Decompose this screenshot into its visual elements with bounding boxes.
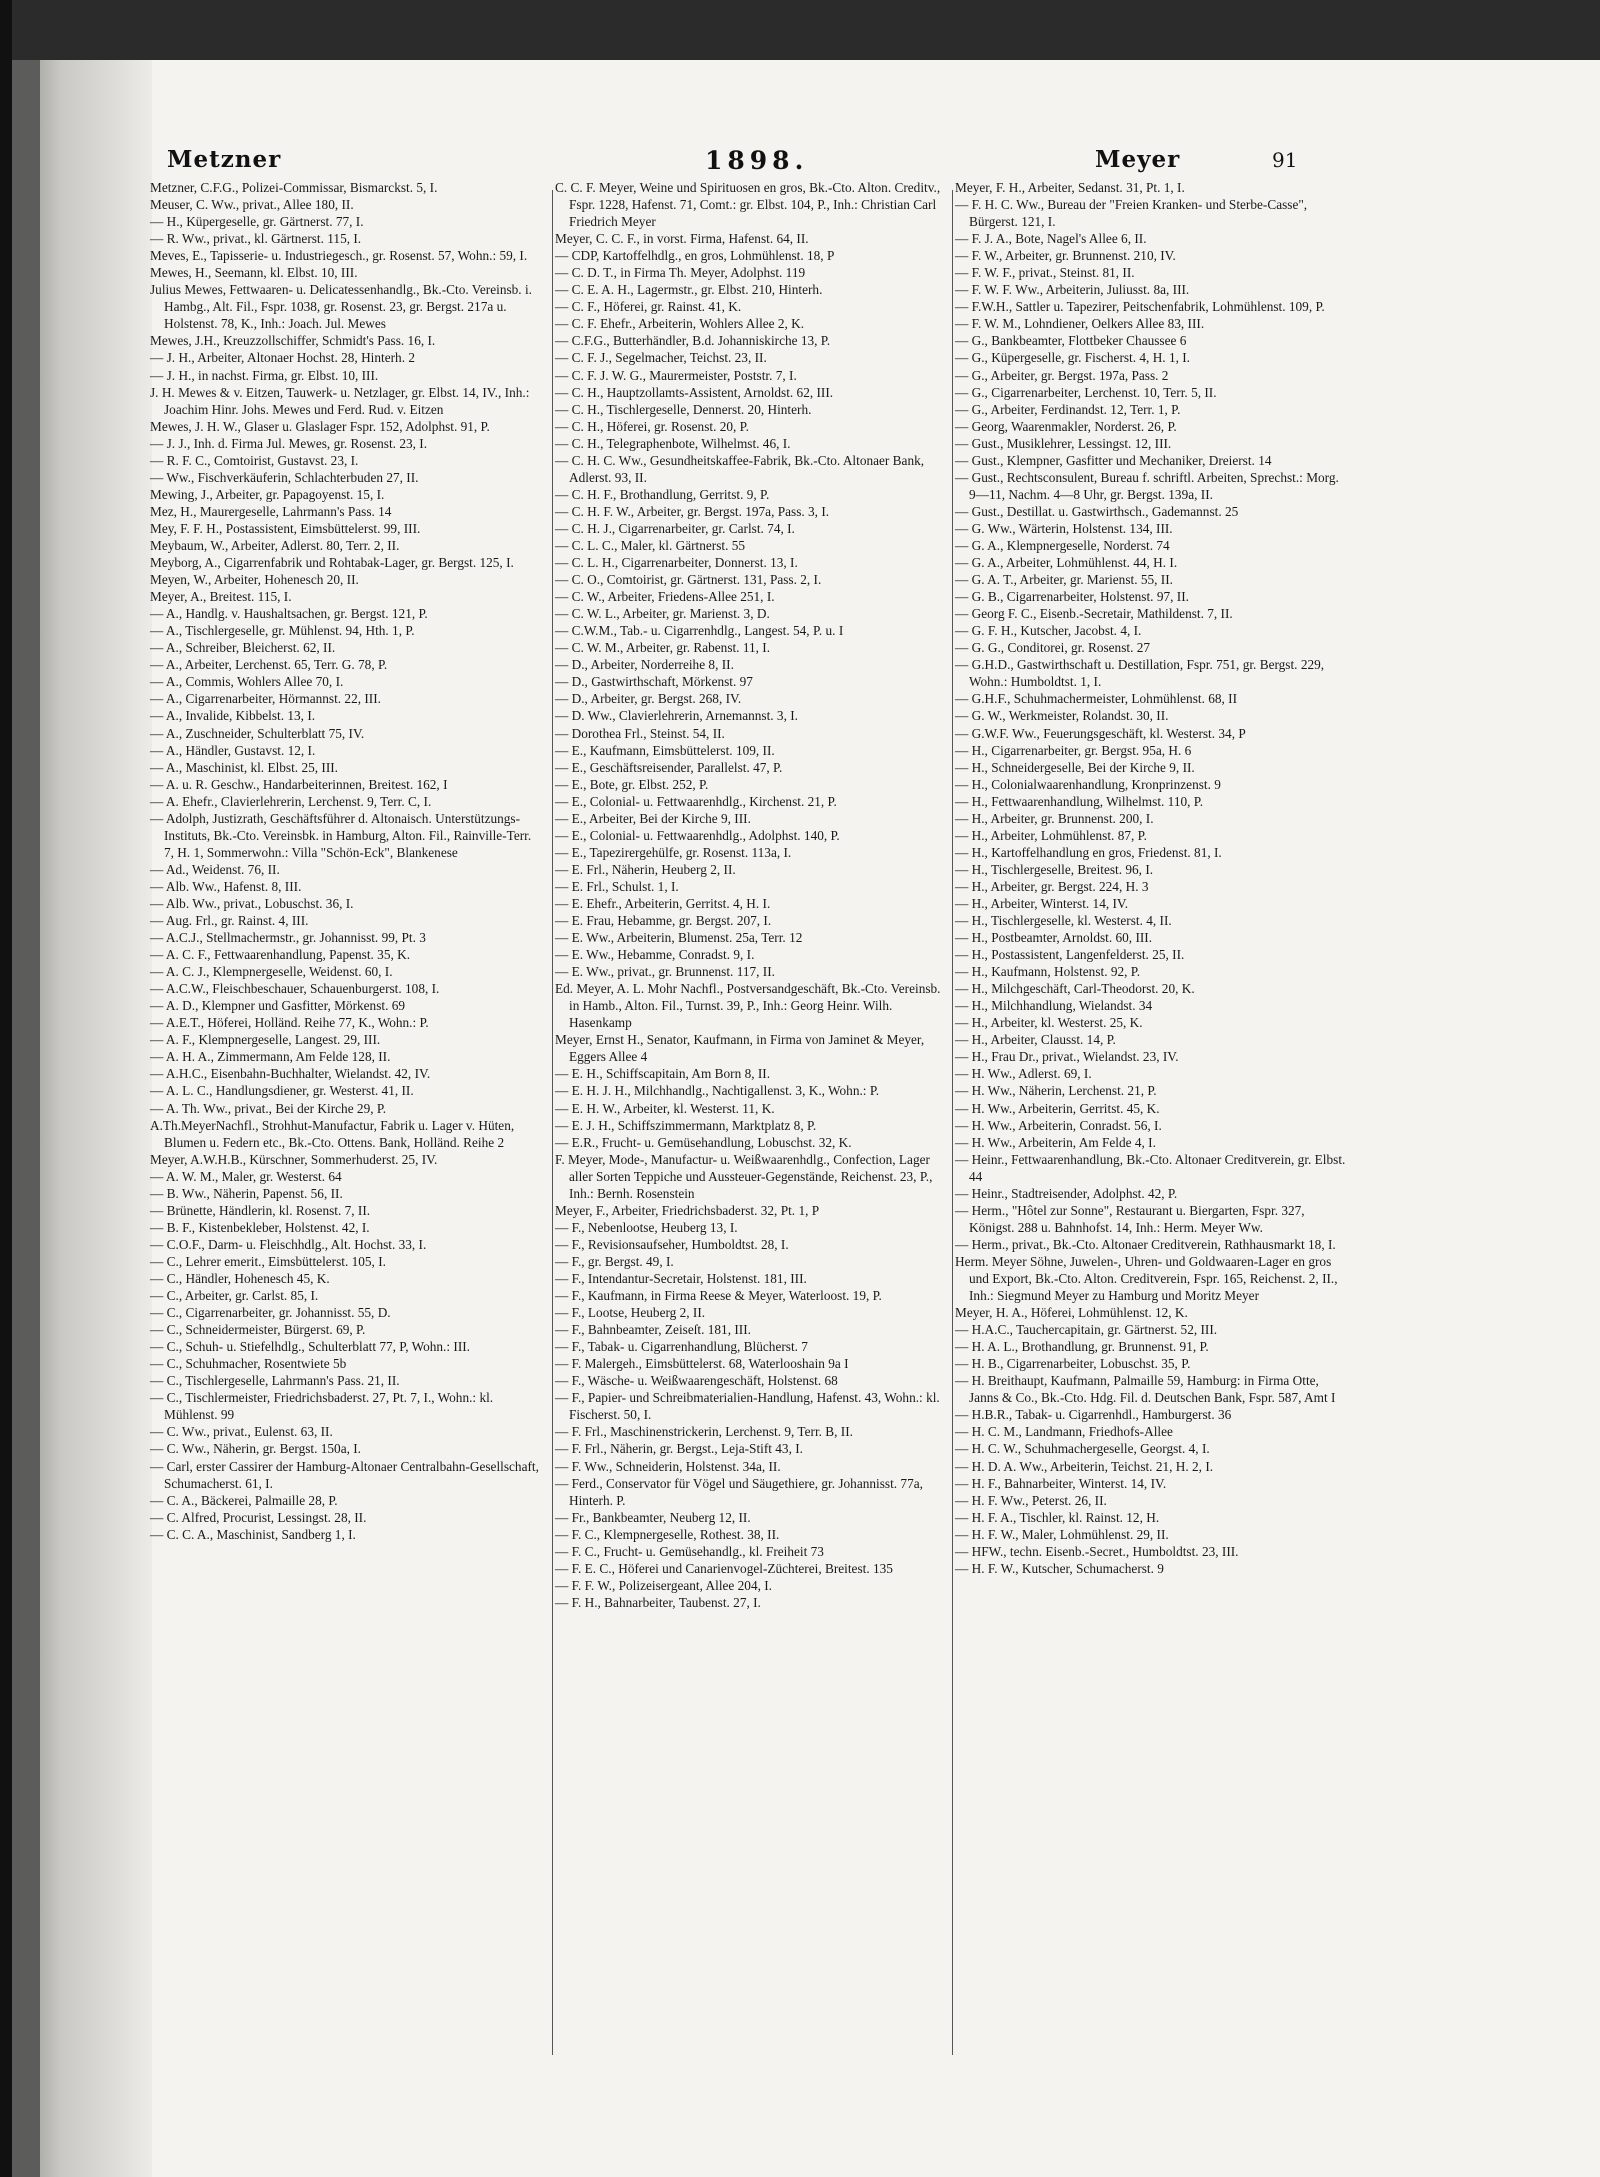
directory-entry: — B. Ww., Näherin, Papenst. 56, II. <box>150 1185 343 1201</box>
directory-entry: A.Th.MeyerNachfl., Strohhut-Manufactur, Fabrik u. Lager v. Hüten, Blumen u. Federn etc., Bk.-Cto. Ottens. Bank, Holländ. Reihe 2 <box>150 1117 515 1150</box>
directory-entry: — F., Papier- und Schreibmaterialien-Handlung, Hafenst. 43, Wohn.: kl. Fischerst. 50, I. <box>555 1390 940 1423</box>
directory-entry: Mey, F. F. H., Postassistent, Eimsbüttelerst. 99, III. <box>150 520 421 536</box>
directory-entry: — H. C. M., Landmann, Friedhofs-Allee <box>955 1424 1173 1440</box>
directory-entry: — C., Cigarrenarbeiter, gr. Johannisst. 55, D. <box>150 1305 391 1321</box>
directory-entry: — C. F. J. W. G., Maurermeister, Poststr. 7, I. <box>555 367 797 383</box>
directory-entry: Meyer, A., Breitest. 115, I. <box>150 589 292 605</box>
directory-entry: — G. W., Werkmeister, Rolandst. 30, II. <box>955 708 1169 724</box>
directory-entry: — E. Ww., Hebamme, Conradst. 9, I. <box>555 947 755 963</box>
directory-entry: — Aug. Frl., gr. Rainst. 4, III. <box>150 913 309 929</box>
directory-entry: — G. F. H., Kutscher, Jacobst. 4, I. <box>955 623 1142 639</box>
directory-entry: Mewes, J.H., Kreuzzollschiffer, Schmidt's Pass. 16, I. <box>150 333 436 349</box>
directory-entry: Meyer, Ernst H., Senator, Kaufmann, in Firma von Jaminet & Meyer, Eggers Allee 4 <box>555 1032 925 1065</box>
directory-entry: — J. H., Arbeiter, Altonaer Hochst. 28, Hinterh. 2 <box>150 350 415 366</box>
directory-entry: — H.B.R., Tabak- u. Cigarrenhdl., Hamburgerst. 36 <box>955 1407 1232 1423</box>
directory-entry: Meyer, F. H., Arbeiter, Sedanst. 31, Pt. 1, I. <box>955 180 1185 195</box>
directory-entry: — G., Arbeiter, Ferdinandst. 12, Terr. 1, P. <box>955 401 1181 417</box>
directory-entry: — A. H. A., Zimmermann, Am Felde 128, II. <box>150 1049 391 1065</box>
directory-entry: — G. B., Cigarrenarbeiter, Holstenst. 97, II. <box>955 589 1189 605</box>
directory-entry: — A.C.J., Stellmachermstr., gr. Johannisst. 99, Pt. 3 <box>150 930 426 946</box>
directory-entry: — F. Frl., Maschinenstrickerin, Lerchenst. 9, Terr. B, II. <box>555 1424 853 1440</box>
directory-entry: — E.R., Frucht- u. Gemüsehandlung, Lobuschst. 32, K. <box>555 1134 852 1150</box>
directory-entry: — F., gr. Bergst. 49, I. <box>555 1253 674 1269</box>
directory-entry: — H., Frau Dr., privat., Wielandst. 23, IV. <box>955 1049 1179 1065</box>
directory-entry: — A. W. M., Maler, gr. Westerst. 64 <box>150 1168 342 1184</box>
header-right-keyword: Meyer <box>1095 146 1181 173</box>
page-edge <box>12 60 40 2177</box>
directory-entry: Meves, E., Tapisserie- u. Industriegesch., gr. Rosenst. 57, Wohn.: 59, I. <box>150 248 528 264</box>
directory-entry: — H., Postassistent, Langenfelderst. 25, II. <box>955 947 1185 963</box>
directory-entry: Meyer, H. A., Höferei, Lohmühlenst. 12, K. <box>955 1305 1188 1321</box>
directory-entry: — C. Alfred, Procurist, Lessingst. 28, II. <box>150 1509 367 1525</box>
directory-entry: — H., Milchhandlung, Wielandst. 34 <box>955 998 1153 1014</box>
directory-entry: — H. F., Bahnarbeiter, Winterst. 14, IV. <box>955 1475 1167 1491</box>
directory-entry: — H., Schneidergeselle, Bei der Kirche 9, II. <box>955 759 1195 775</box>
directory-entry: — G., Bankbeamter, Flottbeker Chaussee 6 <box>955 333 1187 349</box>
directory-entry: — C.O.F., Darm- u. Fleischhdlg., Alt. Hochst. 33, I. <box>150 1236 427 1252</box>
directory-entry: — C., Schuhmacher, Rosentwiete 5b <box>150 1356 347 1372</box>
directory-entry: — F. C., Frucht- u. Gemüsehandlg., kl. Freiheit 73 <box>555 1543 824 1559</box>
directory-entry: — H., Colonialwaarenhandlung, Kronprinzenst. 9 <box>955 776 1221 792</box>
directory-entry: — H. A. L., Brothandlung, gr. Brunnenst. 91, P. <box>955 1339 1209 1355</box>
directory-entry: — E. Frau, Hebamme, gr. Bergst. 207, I. <box>555 913 772 929</box>
directory-entry: — G. Ww., Wärterin, Holstenst. 134, III. <box>955 520 1173 536</box>
directory-entry: — H. F. Ww., Peterst. 26, II. <box>955 1492 1107 1508</box>
directory-entry: — A. F., Klempnergeselle, Langest. 29, III. <box>150 1032 381 1048</box>
directory-entry: — C. W., Arbeiter, Friedens-Allee 251, I. <box>555 589 775 605</box>
directory-entry: — Georg, Waarenmakler, Norderst. 26, P. <box>955 418 1177 434</box>
directory-entry: — C. L. C., Maler, kl. Gärtnerst. 55 <box>555 537 746 553</box>
directory-entry: — E. H., Schiffscapitain, Am Born 8, II. <box>555 1066 771 1082</box>
directory-entry: — H., Arbeiter, Clausst. 14, P. <box>955 1032 1116 1048</box>
directory-entry: — H., Kartoffelhandlung en gros, Friedenst. 81, I. <box>955 844 1222 860</box>
directory-entry: — A.E.T., Höferei, Holländ. Reihe 77, K., Wohn.: P. <box>150 1015 429 1031</box>
directory-entry: — A., Arbeiter, Lerchenst. 65, Terr. G. 78, P. <box>150 657 388 673</box>
directory-entry: — H., Küpergeselle, gr. Gärtnerst. 77, I. <box>150 214 364 230</box>
directory-entry: — F., Kaufmann, in Firma Reese & Meyer, Waterloost. 19, P. <box>555 1288 882 1304</box>
column-rule <box>952 190 953 2055</box>
directory-entry: — A., Commis, Wohlers Allee 70, I. <box>150 674 344 690</box>
directory-entry: Mewing, J., Arbeiter, gr. Papagoyenst. 15, I. <box>150 486 385 502</box>
directory-column-3 <box>955 179 1347 1577</box>
directory-entry: — C., Schuh- u. Stiefelhdlg., Schulterblatt 77, P, Wohn.: III. <box>150 1339 471 1355</box>
directory-entry: — J. J., Inh. d. Firma Jul. Mewes, gr. Rosenst. 23, I. <box>150 435 428 451</box>
directory-entry: — G. A., Arbeiter, Lohmühlenst. 44, H. I. <box>955 555 1178 571</box>
directory-entry: — H. Ww., Arbeiterin, Conradst. 56, I. <box>955 1117 1162 1133</box>
directory-entry: — C., Lehrer emerit., Eimsbüttelerst. 105, I. <box>150 1253 386 1269</box>
running-header <box>145 146 1350 180</box>
directory-entry: — F.W.H., Sattler u. Tapezirer, Peitschenfabrik, Lohmühlenst. 109, P. <box>955 299 1325 315</box>
directory-entry: — D. Ww., Clavierlehrerin, Arnemannst. 3, I. <box>555 708 798 724</box>
directory-entry: Meyer, F., Arbeiter, Friedrichsbaderst. 32, Pt. 1, P <box>555 1202 820 1218</box>
directory-entry: — H. C. W., Schuhmachergeselle, Georgst. 4, I. <box>955 1441 1210 1457</box>
directory-entry: — C., Schneidermeister, Bürgerst. 69, P. <box>150 1322 366 1338</box>
directory-entry: — F., Tabak- u. Cigarrenhandlung, Blücherst. 7 <box>555 1339 808 1355</box>
directory-entry: — Dorothea Frl., Steinst. 54, II. <box>555 725 725 741</box>
directory-entry: — G. A., Klempnergeselle, Norderst. 74 <box>955 537 1170 553</box>
directory-entry: — C. H. F. W., Arbeiter, gr. Bergst. 197a, Pass. 3, I. <box>555 503 830 519</box>
directory-entry: — A., Zuschneider, Schulterblatt 75, IV. <box>150 725 365 741</box>
directory-entry: — H., Arbeiter, gr. Brunnenst. 200, I. <box>955 810 1154 826</box>
directory-entry: — F. H. C. Ww., Bureau der "Freien Kranken- und Sterbe-Casse", Bürgerst. 121, I. <box>955 197 1308 230</box>
directory-entry: — C.F.G., Butterhändler, B.d. Johanniskirche 13, P. <box>555 333 831 349</box>
directory-entry: — E., Bote, gr. Elbst. 252, P. <box>555 776 709 792</box>
directory-entry: — C. D. T., in Firma Th. Meyer, Adolphst. 119 <box>555 265 806 281</box>
directory-entry: — C. Ww., privat., Eulenst. 63, II. <box>150 1424 333 1440</box>
directory-entry: — E. Frl., Schulst. 1, I. <box>555 878 679 894</box>
directory-entry: — A., Händler, Gustavst. 12, I. <box>150 742 316 758</box>
directory-entry: — G., Arbeiter, gr. Bergst. 197a, Pass. 2 <box>955 367 1169 383</box>
directory-entry: Mewes, H., Seemann, kl. Elbst. 10, III. <box>150 265 358 281</box>
directory-entry: — E., Colonial- u. Fettwaarenhdlg., Adolphst. 140, P. <box>555 827 840 843</box>
directory-entry: — E., Geschäftsreisender, Parallelst. 47, P. <box>555 759 783 775</box>
directory-entry: — H. Ww., Adlerst. 69, I. <box>955 1066 1092 1082</box>
directory-entry: — Heinr., Stadtreisender, Adolphst. 42, P. <box>955 1185 1178 1201</box>
directory-entry: — E. Ww., privat., gr. Brunnenst. 117, II. <box>555 964 775 980</box>
directory-entry: — C., Arbeiter, gr. Carlst. 85, I. <box>150 1288 319 1304</box>
directory-entry: — Ferd., Conservator für Vögel und Säugethiere, gr. Johannisst. 77a, Hinterh. P. <box>555 1475 923 1508</box>
directory-entry: — C. F. J., Segelmacher, Teichst. 23, II. <box>555 350 767 366</box>
directory-entry: — C. E. A. H., Lagermstr., gr. Elbst. 210, Hinterh. <box>555 282 823 298</box>
directory-entry: — C.W.M., Tab.- u. Cigarrenhdlg., Langest. 54, P. u. I <box>555 623 844 639</box>
directory-entry: — H., Arbeiter, Winterst. 14, IV. <box>955 895 1129 911</box>
directory-entry: — G., Küpergeselle, gr. Fischerst. 4, H. 1, I. <box>955 350 1191 366</box>
directory-entry: — F. C., Klempnergeselle, Rothest. 38, II. <box>555 1526 780 1542</box>
directory-entry: — C. F., Höferei, gr. Rainst. 41, K. <box>555 299 742 315</box>
directory-entry: — Gust., Destillat. u. Gastwirthsch., Gademannst. 25 <box>955 503 1239 519</box>
directory-entry: — R. F. C., Comtoirist, Gustavst. 23, I. <box>150 452 359 468</box>
directory-entry: — G. A. T., Arbeiter, gr. Marienst. 55, II. <box>955 572 1173 588</box>
directory-entry: — C. H. C. Ww., Gesundheitskaffee-Fabrik, Bk.-Cto. Altonaer Bank, Adlerst. 93, II. <box>555 452 925 485</box>
directory-entry: — F. W. F., privat., Steinst. 81, II. <box>955 265 1135 281</box>
directory-entry: — G.H.D., Gastwirthschaft u. Destillation, Fspr. 751, gr. Bergst. 229, Wohn.: Humboldtst. 1, I. <box>955 657 1325 690</box>
directory-entry: — C. W. L., Arbeiter, gr. Marienst. 3, D. <box>555 606 770 622</box>
directory-entry: — H., Fettwaarenhandlung, Wilhelmst. 110, P. <box>955 793 1204 809</box>
directory-entry: — Alb. Ww., Hafenst. 8, III. <box>150 878 302 894</box>
directory-entry: — H., Arbeiter, kl. Westerst. 25, K. <box>955 1015 1143 1031</box>
directory-entry: — H.A.C., Tauchercapitain, gr. Gärtnerst. 52, III. <box>955 1322 1218 1338</box>
directory-entry: — D., Gastwirthschaft, Mörkenst. 97 <box>555 674 753 690</box>
directory-entry: — Herm., "Hôtel zur Sonne", Restaurant u. Biergarten, Fspr. 327, Königst. 288 u. Bahnhofst. 14, Inh.: Herm. Meyer Ww. <box>955 1202 1305 1235</box>
directory-entry: — F. J. A., Bote, Nagel's Allee 6, II. <box>955 231 1147 247</box>
directory-entry: — F. Frl., Näherin, gr. Bergst., Leja-Stift 43, I. <box>555 1441 803 1457</box>
directory-entry: — C. L. H., Cigarrenarbeiter, Donnerst. 13, I. <box>555 555 798 571</box>
directory-entry: — A. D., Klempner und Gasfitter, Mörkenst. 69 <box>150 998 406 1014</box>
directory-entry: — H., Kaufmann, Holstenst. 92, P. <box>955 964 1141 980</box>
directory-entry: — F. W., Arbeiter, gr. Brunnenst. 210, IV. <box>955 248 1176 264</box>
directory-entry: — F., Revisionsaufseher, Humboldtst. 28, I. <box>555 1236 789 1252</box>
directory-entry: — F. F. W., Polizeisergeant, Allee 204, I. <box>555 1577 773 1593</box>
directory-column-1 <box>150 179 542 1543</box>
directory-entry: — D., Arbeiter, Norderreihe 8, II. <box>555 657 734 673</box>
directory-entry: — Ww., Fischverkäuferin, Schlachterbuden 27, II. <box>150 469 419 485</box>
directory-entry: — H. F. W., Maler, Lohmühlenst. 29, II. <box>955 1526 1169 1542</box>
directory-entry: — C., Händler, Hohenesch 45, K. <box>150 1271 330 1286</box>
directory-entry: — F., Lootse, Heuberg 2, II. <box>555 1305 706 1321</box>
directory-entry: — C. H., Tischlergeselle, Dennerst. 20, Hinterh. <box>555 401 812 417</box>
directory-entry: — F. E. C., Höferei und Canarienvogel-Züchterei, Breitest. 135 <box>555 1560 893 1576</box>
directory-entry: — H. Ww., Arbeiterin, Am Felde 4, I. <box>955 1134 1156 1150</box>
directory-entry: — Fr., Bankbeamter, Neuberg 12, II. <box>555 1509 751 1525</box>
directory-entry: — E. H. W., Arbeiter, kl. Westerst. 11, K. <box>555 1100 775 1116</box>
directory-entry: — C. H., Telegraphenbote, Wilhelmst. 46, I. <box>555 435 791 451</box>
directory-entry: — C. H. F., Brothandlung, Gerritst. 9, P. <box>555 486 770 502</box>
directory-entry: — E. Ww., Arbeiterin, Blumenst. 25a, Terr. 12 <box>555 930 803 946</box>
directory-entry: — H., Milchgeschäft, Carl-Theodorst. 20, K. <box>955 981 1195 997</box>
directory-entry: — Gust., Musiklehrer, Lessingst. 12, III. <box>955 435 1172 451</box>
directory-entry: — H. B., Cigarrenarbeiter, Lobuschst. 35, P. <box>955 1356 1191 1372</box>
header-left-keyword: Metzner <box>167 146 282 173</box>
directory-entry: — E. J. H., Schiffszimmermann, Marktplatz 8, P. <box>555 1117 817 1133</box>
directory-entry: — Gust., Rechtsconsulent, Bureau f. schriftl. Arbeiten, Sprechst.: Morg. 9—11, Nachm. 4—8 Uhr, gr. Bergst. 139a, II. <box>955 469 1339 502</box>
directory-entry: — F. Malergeh., Eimsbüttelerst. 68, Waterlooshain 9a I <box>555 1356 849 1372</box>
directory-entry: — A.H.C., Eisenbahn-Buchhalter, Wielandst. 42, IV. <box>150 1066 431 1082</box>
directory-entry: Meyer, C. C. F., in vorst. Firma, Hafenst. 64, II. <box>555 231 809 247</box>
directory-entry: — R. Ww., privat., kl. Gärtnerst. 115, I. <box>150 231 362 247</box>
directory-entry: — A., Handlg. v. Haushaltsachen, gr. Bergst. 121, P. <box>150 606 428 622</box>
directory-entry: C. C. F. Meyer, Weine und Spirituosen en gros, Bk.-Cto. Alton. Creditv., Fspr. 1228, Hafenst. 71, Comt.: gr. Elbst. 104, P., Inh.: Christian Carl Friedrich Meyer <box>555 180 941 230</box>
directory-entry: — F. Ww., Schneiderin, Holstenst. 34a, II. <box>555 1458 781 1474</box>
column-rule <box>552 190 553 2055</box>
directory-entry: — Gust., Klempner, Gasfitter und Mechaniker, Dreierst. 14 <box>955 452 1272 468</box>
directory-entry: — A. Th. Ww., privat., Bei der Kirche 29, P. <box>150 1100 387 1116</box>
directory-entry: — H., Arbeiter, gr. Bergst. 224, H. 3 <box>955 878 1149 894</box>
directory-entry: — B. F., Kistenbekleber, Holstenst. 42, I. <box>150 1219 370 1235</box>
directory-column-2 <box>555 179 947 1611</box>
header-year: 1898. <box>705 146 809 175</box>
scan-border <box>0 0 12 2177</box>
directory-entry: — A., Tischlergeselle, gr. Mühlenst. 94, Hth. 1, P. <box>150 623 415 639</box>
directory-entry: — H., Tischlergeselle, Breitest. 96, I. <box>955 861 1154 877</box>
directory-entry: — C., Tischlermeister, Friedrichsbaderst. 27, Pt. 7, I., Wohn.: kl. Mühlenst. 99 <box>150 1390 494 1423</box>
directory-entry: — H., Cigarrenarbeiter, gr. Bergst. 95a, H. 6 <box>955 742 1192 758</box>
directory-entry: — A., Invalide, Kibbelst. 13, I. <box>150 708 316 724</box>
directory-entry: — J. H., in nachst. Firma, gr. Elbst. 10, III. <box>150 367 379 383</box>
directory-entry: — E., Arbeiter, Bei der Kirche 9, III. <box>555 810 751 826</box>
directory-entry: — C. H., Hauptzollamts-Assistent, Arnoldst. 62, III. <box>555 384 834 400</box>
directory-entry: — C. H. J., Cigarrenarbeiter, gr. Carlst. 74, I. <box>555 520 795 536</box>
directory-entry: F. Meyer, Mode-, Manufactur- u. Weißwaarenhdlg., Confection, Lager aller Sorten Teppiche und Aussteuer-Gegenstände, Reichenst. 23, P., Inh.: Bernh. Rosenstein <box>555 1151 933 1201</box>
directory-entry: — A., Schreiber, Bleicherst. 62, II. <box>150 640 336 656</box>
directory-entry: — C. O., Comtoirist, gr. Gärtnerst. 131, Pass. 2, I. <box>555 572 822 588</box>
directory-entry: — A., Cigarrenarbeiter, Hörmannst. 22, III. <box>150 691 381 707</box>
directory-entry: — Brünette, Händlerin, kl. Rosenst. 7, II. <box>150 1202 371 1218</box>
directory-entry: — A. Ehefr., Clavierlehrerin, Lerchenst. 9, Terr. C, I. <box>150 793 432 809</box>
directory-entry: — H. Breithaupt, Kaufmann, Palmaille 59, Hamburg: in Firma Otte, Janns & Co., Bk.-Cto. Hdg. Fil. d. Deutschen Bank, Fspr. 587, Amt I <box>955 1373 1336 1406</box>
directory-entry: — H., Tischlergeselle, kl. Westerst. 4, II. <box>955 913 1172 929</box>
directory-entry: Meyer, A.W.H.B., Kürschner, Sommerhuderst. 25, IV. <box>150 1151 438 1167</box>
directory-entry: Meybaum, W., Arbeiter, Adlerst. 80, Terr. 2, II. <box>150 537 400 553</box>
directory-entry: — G.W.F. Ww., Feuerungsgeschäft, kl. Westerst. 34, P <box>955 725 1246 741</box>
directory-entry: — A. L. C., Handlungsdiener, gr. Westerst. 41, II. <box>150 1083 414 1099</box>
directory-entry: — F. W. M., Lohndiener, Oelkers Allee 83, III. <box>955 316 1205 332</box>
directory-entry: Julius Mewes, Fettwaaren- u. Delicatessenhandlg., Bk.-Cto. Vereinsb. i. Hambg., Alt. Fil., Fspr. 1038, gr. Rosenst. 23, gr. Bergst. 217a u. Holstenst. 78, K., Inh.: Joach. Jul. Mewes <box>150 282 532 332</box>
directory-entry: Metzner, C.F.G., Polizei-Commissar, Bismarckst. 5, I. <box>150 180 438 195</box>
directory-entry: Herm. Meyer Söhne, Juwelen-, Uhren- und Goldwaaren-Lager en gros und Export, Bk.-Cto. Alton. Creditverein, Fspr. 165, Reichenst. 2, II., Inh.: Siegmund Meyer zu Hamburg und Moritz Meyer <box>955 1253 1338 1304</box>
directory-entry: — H., Arbeiter, Lohmühlenst. 87, P. <box>955 827 1147 843</box>
directory-entry: — C. W. M., Arbeiter, gr. Rabenst. 11, I. <box>555 640 771 656</box>
directory-entry: — Herm., privat., Bk.-Cto. Altonaer Creditverein, Rathhausmarkt 18, I. <box>955 1236 1336 1252</box>
directory-entry: Meyen, W., Arbeiter, Hohenesch 20, II. <box>150 572 359 588</box>
directory-entry: — H. D. A. Ww., Arbeiterin, Teichst. 21, H. 2, I. <box>955 1458 1214 1474</box>
directory-entry: Mewes, J. H. W., Glaser u. Glaslager Fspr. 152, Adolphst. 91, P. <box>150 418 490 434</box>
directory-entry: — E. Ehefr., Arbeiterin, Gerritst. 4, H. I. <box>555 895 771 911</box>
directory-entry: — E., Colonial- u. Fettwaarenhdlg., Kirchenst. 21, P. <box>555 793 837 809</box>
directory-entry: — H. Ww., Näherin, Lerchenst. 21, P. <box>955 1083 1157 1099</box>
directory-entry: Meuser, C. Ww., privat., Allee 180, II. <box>150 197 354 213</box>
directory-entry: — H. F. W., Kutscher, Schumacherst. 9 <box>955 1560 1164 1576</box>
directory-entry: J. H. Mewes & v. Eitzen, Tauwerk- u. Netzlager, gr. Elbst. 14, IV., Inh.: Joachim Hinr. Johs. Mewes und Ferd. Rud. v. Eitzen <box>150 384 530 417</box>
directory-entry: — A.C.W., Fleischbeschauer, Schauenburgerst. 108, I. <box>150 981 440 997</box>
directory-entry: — Georg F. C., Eisenb.-Secretair, Mathildenst. 7, II. <box>955 606 1233 622</box>
directory-entry: — Ad., Weidenst. 76, II. <box>150 861 280 877</box>
directory-entry: — E. H. J. H., Milchhandlg., Nachtigallenst. 3, K., Wohn.: P. <box>555 1083 880 1099</box>
directory-entry: — C. C. A., Maschinist, Sandberg 1, I. <box>150 1526 356 1542</box>
directory-entry: — A. u. R. Geschw., Handarbeiterinnen, Breitest. 162, I <box>150 776 448 792</box>
directory-entry: — Alb. Ww., privat., Lobuschst. 36, I. <box>150 895 354 911</box>
page-number: 91 <box>1272 148 1298 172</box>
directory-entry: — H. F. A., Tischler, kl. Rainst. 12, H. <box>955 1509 1160 1525</box>
directory-entry: Ed. Meyer, A. L. Mohr Nachfl., Postversandgeschäft, Bk.-Cto. Vereinsb. in Hamb., Alton. Fil., Turnst. 39, P., Inh.: Georg Heinr. Wilh. Hasenkamp <box>555 981 941 1031</box>
directory-entry: — C. H., Höferei, gr. Rosenst. 20, P. <box>555 418 749 434</box>
directory-entry: — E., Kaufmann, Eimsbüttelerst. 109, II. <box>555 742 775 758</box>
directory-entry: Mez, H., Maurergeselle, Lahrmann's Pass. 14 <box>150 503 392 519</box>
directory-entry: — A. C. F., Fettwaarenhandlung, Papenst. 35, K. <box>150 947 411 963</box>
directory-entry: Meyborg, A., Cigarrenfabrik und Rohtabak-Lager, gr. Bergst. 125, I. <box>150 555 514 571</box>
directory-entry: — G. G., Conditorei, gr. Rosenst. 27 <box>955 640 1151 656</box>
directory-entry: — C. A., Bäckerei, Palmaille 28, P. <box>150 1492 338 1508</box>
directory-entry: — H. Ww., Arbeiterin, Gerritst. 45, K. <box>955 1100 1160 1116</box>
directory-entry: — C. F. Ehefr., Arbeiterin, Wohlers Allee 2, K. <box>555 316 805 332</box>
directory-entry: — F. W. F. Ww., Arbeiterin, Juliusst. 8a, III. <box>955 282 1190 298</box>
directory-entry: — F., Intendantur-Secretair, Holstenst. 181, III. <box>555 1271 807 1286</box>
directory-entry: — F., Nebenlootse, Heuberg 13, I. <box>555 1219 738 1235</box>
directory-entry: — F. H., Bahnarbeiter, Taubenst. 27, I. <box>555 1594 761 1610</box>
directory-entry: — HFW., techn. Eisenb.-Secret., Humboldtst. 23, III. <box>955 1543 1239 1559</box>
directory-entry: — Adolph, Justizrath, Geschäftsführer d. Altonaisch. Unterstützungs-Instituts, Bk.-Cto. Vereinsbk. in Hamburg, Alton. Fil., Rainville-Terr. 7, H. 1, Sommerwohn.: Villa "Schön-Eck", Blankenese <box>150 810 532 860</box>
directory-entry: — C., Tischlergeselle, Lahrmann's Pass. 21, II. <box>150 1373 400 1389</box>
directory-entry: — E. Frl., Näherin, Heuberg 2, II. <box>555 861 736 877</box>
directory-entry: — Carl, erster Cassirer der Hamburg-Altonaer Centralbahn-Gesellschaft, Schumacherst. 61, I. <box>150 1458 539 1491</box>
directory-entry: — E., Tapezirergehülfe, gr. Rosenst. 113a, I. <box>555 844 792 860</box>
directory-entry: — G.H.F., Schuhmachermeister, Lohmühlenst. 68, II <box>955 691 1238 707</box>
directory-entry: — Heinr., Fettwaarenhandlung, Bk.-Cto. Altonaer Creditverein, gr. Elbst. 44 <box>955 1151 1346 1184</box>
directory-entry: — A. C. J., Klempnergeselle, Weidenst. 60, I. <box>150 964 393 980</box>
directory-entry: — F., Wäsche- u. Weißwaarengeschäft, Holstenst. 68 <box>555 1373 838 1389</box>
directory-entry: — A., Maschinist, kl. Elbst. 25, III. <box>150 759 338 775</box>
directory-entry: — G., Cigarrenarbeiter, Lerchenst. 10, Terr. 5, II. <box>955 384 1217 400</box>
directory-entry: — CDP, Kartoffelhdlg., en gros, Lohmühlenst. 18, P <box>555 248 835 264</box>
directory-entry: — H., Postbeamter, Arnoldst. 60, III. <box>955 930 1153 946</box>
directory-entry: — C. Ww., Näherin, gr. Bergst. 150a, I. <box>150 1441 361 1457</box>
directory-entry: — D., Arbeiter, gr. Bergst. 268, IV. <box>555 691 742 707</box>
directory-entry: — F., Bahnbeamter, Zeiseſt. 181, III. <box>555 1322 751 1338</box>
